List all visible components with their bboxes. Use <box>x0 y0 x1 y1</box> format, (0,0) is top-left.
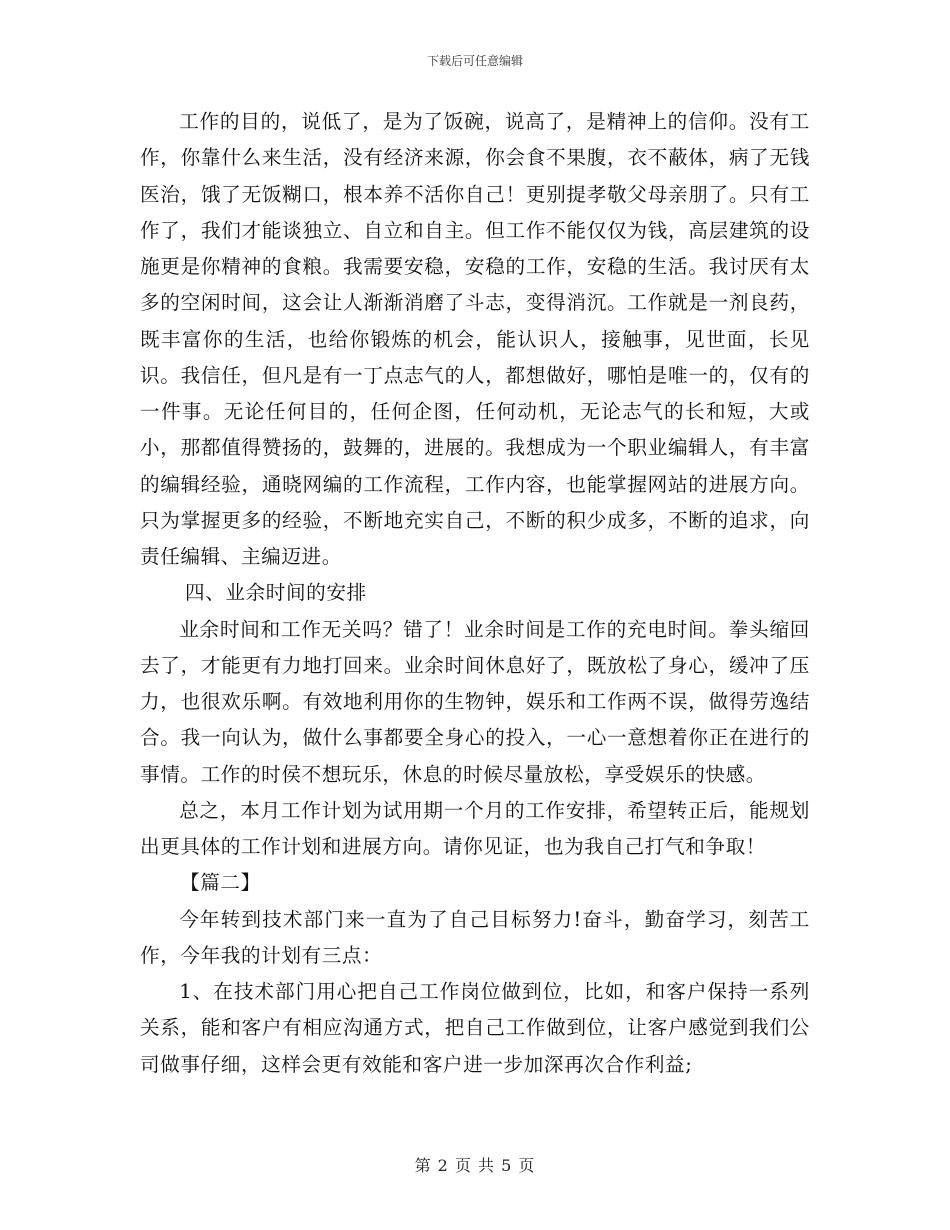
section-heading-part-two: 【篇二】 <box>180 871 261 895</box>
page-number-footer: 第 2 页 共 5 页 <box>414 1156 536 1175</box>
document-body <box>140 104 810 1083</box>
page-header: 下载后可任意编辑 <box>426 54 523 68</box>
paragraph-work-purpose: 工作的目的，说低了，是为了饭碗，说高了，是精神上的信仰。没有工作，你靠什么来生活，没有经济来源，你会食不果腹，衣不蔽体，病了无钱医治，饿了无饭糊口，根本养不活你自己！更别提孝敬父母亲朋了。只有工作了，我们才能谈独立、自立和自主。但工作不能仅仅为钱，高层建筑的设施更是你精神的食粮。我需要安稳，安稳的工作，安稳的生活。我讨厌有太多的空闲时间，这会让人渐渐消磨了斗志，变得消沉。工作就是一剂良药，既丰富你的生活，也给你锻炼的机会，能认识人，接触事，见世面，长见识。我信任，但凡是有一丁点志气的人，都想做好，哪怕是唯一的，仅有的一件事。无论任何目的，任何企图，任何动机，无论志气的长和短，大或小，那都值得赞扬的，鼓舞的，进展的。我想成为一个职业编辑人，有丰富的编辑经验，通晓网编的工作流程，工作内容，也能掌握网站的进展方向。只为掌握更多的经验，不断地充实自己，不断的积少成多，不断的追求，向责任编辑、主编迈进。 <box>140 110 810 568</box>
paragraph-conclusion: 总之，本月工作计划为试用期一个月的工作安排，希望转正后，能规划出更具体的工作计划和进展方向。请你见证，也为我自己打气和争取！ <box>140 798 810 858</box>
section-heading-spare-time: 四、业余时间的安排 <box>185 581 367 605</box>
paragraph-plan-item-1: 1、在技术部门用心把自己工作岗位做到位，比如，和客户保持一系列关系，能和客户有相应沟通方式，把自己工作做到位，让客户感觉到我们公司做事仔细，这样会更有效能和客户进一步加深再次合作利益; <box>140 980 810 1076</box>
paragraph-spare-time: 业余时间和工作无关吗？错了！业余时间是工作的充电时间。拳头缩回去了，才能更有力地打回来。业余时间休息好了，既放松了身心，缓冲了压力，也很欢乐啊。有效地利用你的生物钟，娱乐和工作两不误，做得劳逸结合。我一向认为，做什么事都要全身心的投入，一心一意想着你正在进行的事情。工作的时侯不想玩乐，休息的时候尽量放松，享受娱乐的快感。 <box>140 617 810 786</box>
paragraph-part-two-intro: 今年转到技术部门来一直为了自己目标努力!奋斗，勤奋学习，刻苦工作，今年我的计划有三点： <box>140 907 810 967</box>
